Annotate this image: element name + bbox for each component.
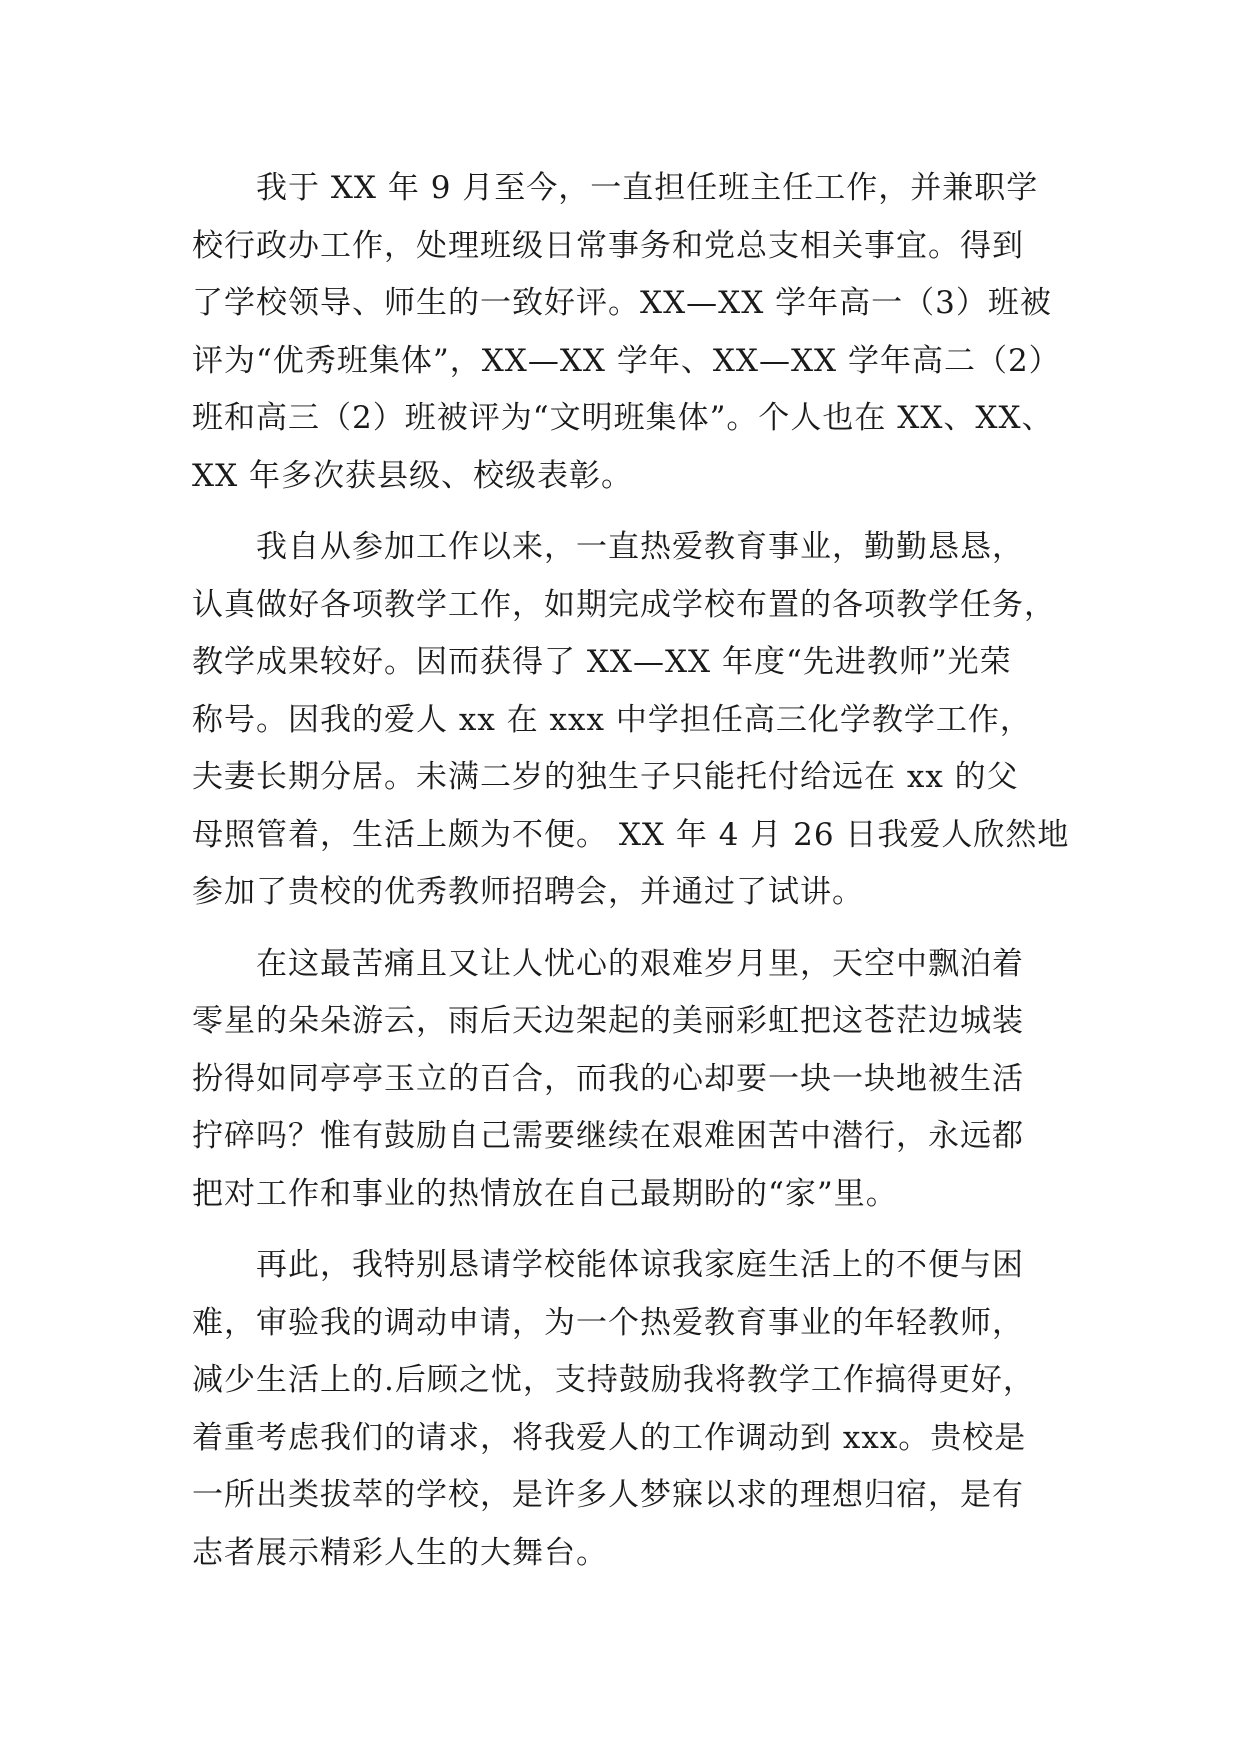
text-line: 我自从参加工作以来，一直热爱教育事业，勤勤恳恳，: [256, 529, 1024, 565]
paragraph-1: [192, 160, 1060, 505]
text-line: 扮得如同亭亭玉立的百合，而我的心却要一块一块地被生活: [192, 1060, 1024, 1097]
text-line: 一所出类拔萃的学校，是许多人梦寐以求的理想归宿，是有: [192, 1477, 1024, 1513]
text-line: 志者展示精彩人生的大舞台。: [192, 1534, 608, 1571]
text-line: 班和高三（2）班被评为“文明班集体”。个人也在 XX、XX、: [192, 400, 1054, 436]
paragraph-3: [192, 936, 1060, 1224]
text-line: XX 年多次获县级、校级表彰。: [192, 457, 633, 494]
text-line: 难，审验我的调动申请，为一个热爱教育事业的年轻教师，: [192, 1304, 1024, 1341]
text-line: 着重考虑我们的请求，将我爱人的工作调动到 xxx。贵校是: [192, 1419, 1027, 1456]
text-line: 零星的朵朵游云，雨后天边架起的美丽彩虹把这苍茫边城装: [192, 1003, 1024, 1039]
text-line: 减少生活上的.后顾之忧，支持鼓励我将教学工作搞得更好，: [192, 1362, 1035, 1398]
text-line: 认真做好各项教学工作，如期完成学校布置的各项教学任务，: [192, 586, 1056, 623]
text-line: 了学校领导、师生的一致好评。XX—XX 学年高一（3）班被: [192, 285, 1052, 321]
text-line: 称号。因我的爱人 xx 在 xxx 中学担任高三化学教学工作，: [192, 701, 1032, 738]
text-line: 夫妻长期分居。未满二岁的独生子只能托付给远在 xx 的父: [192, 759, 1019, 795]
text-line: 我于 XX 年 9 月至今，一直担任班主任工作，并兼职学: [256, 170, 1039, 206]
document-body: [192, 160, 1070, 1596]
text-line: 母照管着，生活上颇为不便。 XX 年 4 月 26 日我爱人欣然地: [192, 816, 1070, 853]
text-line: 再此，我特别恳请学校能体谅我家庭生活上的不便与困: [256, 1247, 1024, 1283]
paragraph-4: [192, 1237, 1060, 1582]
paragraph-2: [192, 519, 1070, 922]
text-line: 参加了贵校的优秀教师招聘会，并通过了试讲。: [192, 874, 864, 910]
text-line: 教学成果较好。因而获得了 XX—XX 年度“先进教师”光荣: [192, 644, 1012, 680]
text-line: 校行政办工作，处理班级日常事务和党总支相关事宜。得到: [192, 227, 1024, 264]
text-line: 在这最苦痛且又让人忧心的艰难岁月里，天空中飘泊着: [256, 945, 1024, 982]
text-line: 评为“优秀班集体”，XX—XX 学年、XX—XX 学年高二（2）: [192, 342, 1061, 379]
text-line: 拧碎吗？惟有鼓励自己需要继续在艰难困苦中潜行，永远都: [192, 1118, 1024, 1154]
text-line: 把对工作和事业的热情放在自己最期盼的“家”里。: [192, 1175, 898, 1212]
